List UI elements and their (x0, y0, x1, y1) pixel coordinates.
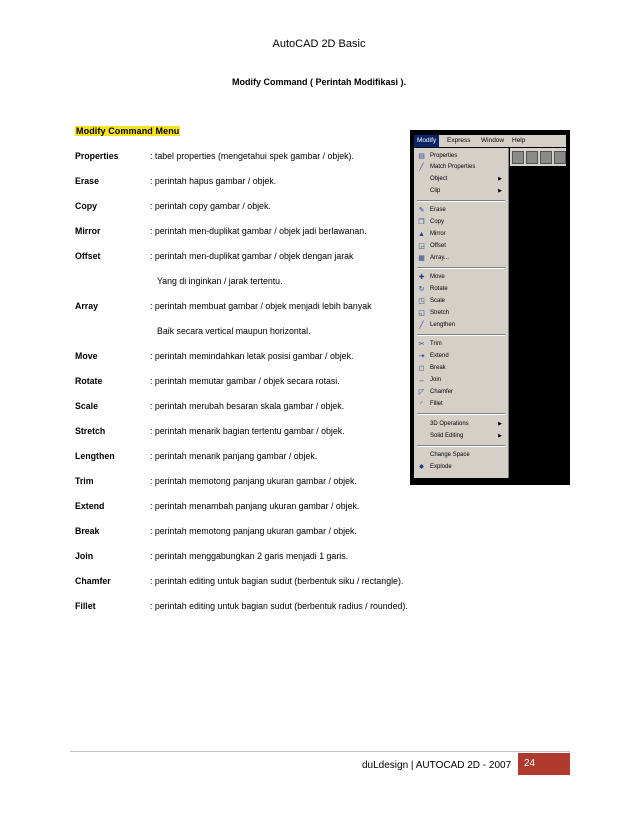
toolbar-icon[interactable] (512, 151, 524, 164)
command-desc: : perintah merubah besaran skala gambar / objek. (150, 401, 345, 411)
menu-separator (417, 267, 505, 269)
command-term: Join (75, 551, 94, 561)
command-term: Break (75, 526, 100, 536)
menu-item-explode[interactable]: ✸ Explode (418, 464, 452, 471)
toolbar-icon[interactable] (526, 151, 538, 164)
toolbar-strip (510, 148, 566, 166)
menu-window[interactable]: Window (481, 137, 505, 144)
menu-item-scale[interactable]: ◳ Scale (418, 298, 446, 305)
menu-item-copy[interactable]: ❐ Copy (418, 219, 445, 226)
menu-item-3d-operations[interactable]: 3D Operations ▶ (416, 419, 506, 430)
stretch-icon: ◱ (418, 310, 425, 317)
menu-separator (417, 334, 505, 336)
extend-icon: ⇥ (418, 353, 425, 360)
chamfer-icon: ◸ (418, 389, 425, 396)
menu-item-extend[interactable]: ⇥ Extend (418, 353, 449, 360)
menu-item-clip[interactable]: Clip ▶ (416, 186, 506, 197)
command-desc: : perintah memutar gambar / objek secara rotasi. (150, 376, 340, 386)
menu-separator (417, 200, 505, 202)
footer-text: duLdesign | AUTOCAD 2D - 2007 (362, 760, 512, 771)
submenu-arrow-icon: ▶ (498, 433, 502, 439)
command-row (75, 526, 475, 551)
command-desc: : perintah copy gambar / objek. (150, 201, 271, 211)
rotate-icon: ↻ (418, 286, 425, 293)
submenu-arrow-icon: ▶ (498, 188, 502, 194)
command-term: Move (75, 351, 98, 361)
command-term: Copy (75, 201, 97, 211)
command-row (75, 501, 475, 526)
command-term: Mirror (75, 226, 101, 236)
footer-divider (70, 751, 570, 752)
command-row (75, 601, 475, 626)
menu-item-chamfer[interactable]: ◸ Chamfer (418, 389, 454, 396)
trim-icon: ✂ (418, 341, 425, 348)
section-title: Modify Command Menu (76, 126, 180, 136)
offset-icon: ◲ (418, 243, 425, 250)
modify-dropdown (414, 148, 509, 478)
command-term: Erase (75, 176, 99, 186)
scale-icon: ◳ (418, 298, 425, 305)
command-term: Chamfer (75, 576, 111, 586)
menu-item-array[interactable]: ▦ Array... (418, 255, 449, 262)
command-desc: : perintah memindahkan letak posisi gambar / objek. (150, 351, 354, 361)
menu-item-join[interactable]: ↔ Join (418, 377, 442, 384)
command-desc: : perintah memotong panjang ukuran gambar / objek. (150, 476, 357, 486)
menu-item-trim[interactable]: ✂ Trim (418, 341, 442, 348)
menu-item-lengthen[interactable]: ╱ Lengthen (419, 322, 456, 329)
command-desc: : perintah membuat gambar / objek menjadi lebih banyak (150, 301, 372, 311)
command-desc: : perintah men-duplikat gambar / objek jadi berlawanan. (150, 226, 367, 236)
toolbar-icon[interactable] (540, 151, 552, 164)
command-term: Scale (75, 401, 98, 411)
command-desc: : perintah editing untuk bagian sudut (berbentuk siku / rectangle). (150, 576, 404, 586)
menu-express[interactable]: Express (447, 137, 471, 144)
command-term: Properties (75, 151, 119, 161)
menubar (414, 135, 566, 147)
eraser-icon: ✎ (418, 207, 425, 214)
command-desc: : perintah menambah panjang ukuran gambar / objek. (150, 501, 360, 511)
menu-item-fillet[interactable]: ◜ Fillet (416, 399, 506, 410)
menu-item-properties[interactable]: ▤ Properties (418, 153, 458, 160)
toolbar-icon[interactable] (554, 151, 566, 164)
menu-item-solid-editing[interactable]: Solid Editing ▶ (416, 431, 506, 442)
command-desc: : perintah menarik panjang gambar / objek. (150, 451, 318, 461)
command-desc: : perintah menarik bagian tertentu gambar / objek. (150, 426, 345, 436)
command-desc: : perintah memotong panjang ukuran gambar / objek. (150, 526, 357, 536)
command-row (75, 551, 475, 576)
menu-item-match-properties[interactable]: ╱ Match Properties (419, 164, 476, 171)
explode-icon: ✸ (418, 464, 425, 471)
command-desc: : perintah editing untuk bagian sudut (berbentuk radius / rounded). (150, 601, 408, 611)
menu-separator (417, 413, 505, 415)
menu-item-change-space[interactable]: Change Space (430, 452, 470, 458)
command-desc: : perintah menggabungkan 2 garis menjadi 1 garis. (150, 551, 349, 561)
menu-help[interactable]: Help (512, 137, 526, 144)
lengthen-icon: ╱ (419, 322, 424, 329)
command-desc: : tabel properties (mengetahui spek gambar / objek). (150, 151, 354, 161)
brush-icon: ╱ (419, 164, 424, 171)
command-term: Trim (75, 476, 94, 486)
menu-item-offset[interactable]: ◲ Offset (418, 243, 446, 250)
menu-item-mirror[interactable]: ▲ Mirror (418, 231, 446, 238)
menu-item-stretch[interactable]: ◱ Stretch (418, 310, 450, 317)
menu-item-object[interactable]: Object ▶ (416, 174, 506, 185)
command-desc-continued: Baik secara vertical maupun horizontal. (157, 326, 311, 336)
command-term: Extend (75, 501, 105, 511)
command-row (75, 576, 475, 601)
break-icon: ◻ (418, 365, 425, 372)
fillet-icon: ◜ (420, 401, 423, 408)
join-icon: ↔ (418, 377, 425, 384)
submenu-arrow-icon: ▶ (498, 176, 502, 182)
command-term: Stretch (75, 426, 106, 436)
menu-item-break[interactable]: ◻ Break (418, 365, 446, 372)
copy-icon: ❐ (418, 219, 425, 226)
move-icon: ✚ (418, 274, 425, 281)
running-header: AutoCAD 2D Basic (272, 38, 366, 50)
command-desc: : perintah men-duplikat gambar / objek dengan jarak (150, 251, 354, 261)
menu-item-rotate[interactable]: ↻ Rotate (418, 286, 448, 293)
mirror-icon: ▲ (418, 231, 425, 238)
document-title: Modify Command ( Perintah Modifikasi ). (231, 77, 406, 87)
command-desc-continued: Yang di inginkan / jarak tertentu. (157, 276, 283, 286)
array-icon: ▦ (418, 255, 425, 262)
command-term: Offset (75, 251, 101, 261)
menu-separator (417, 445, 505, 447)
command-term: Rotate (75, 376, 103, 386)
command-term: Lengthen (75, 451, 115, 461)
page-number-badge: 24 (518, 753, 570, 775)
submenu-arrow-icon: ▶ (498, 421, 502, 427)
command-desc: : perintah hapus gambar / objek. (150, 176, 277, 186)
menu-item-move[interactable]: ✚ Move (418, 274, 445, 281)
menu-item-erase[interactable]: ✎ Erase (418, 207, 446, 214)
command-term: Array (75, 301, 98, 311)
menu-modify[interactable]: Modify (414, 135, 439, 147)
command-term: Fillet (75, 601, 96, 611)
autocad-modify-menu-screenshot (410, 130, 570, 485)
properties-icon: ▤ (418, 153, 425, 160)
